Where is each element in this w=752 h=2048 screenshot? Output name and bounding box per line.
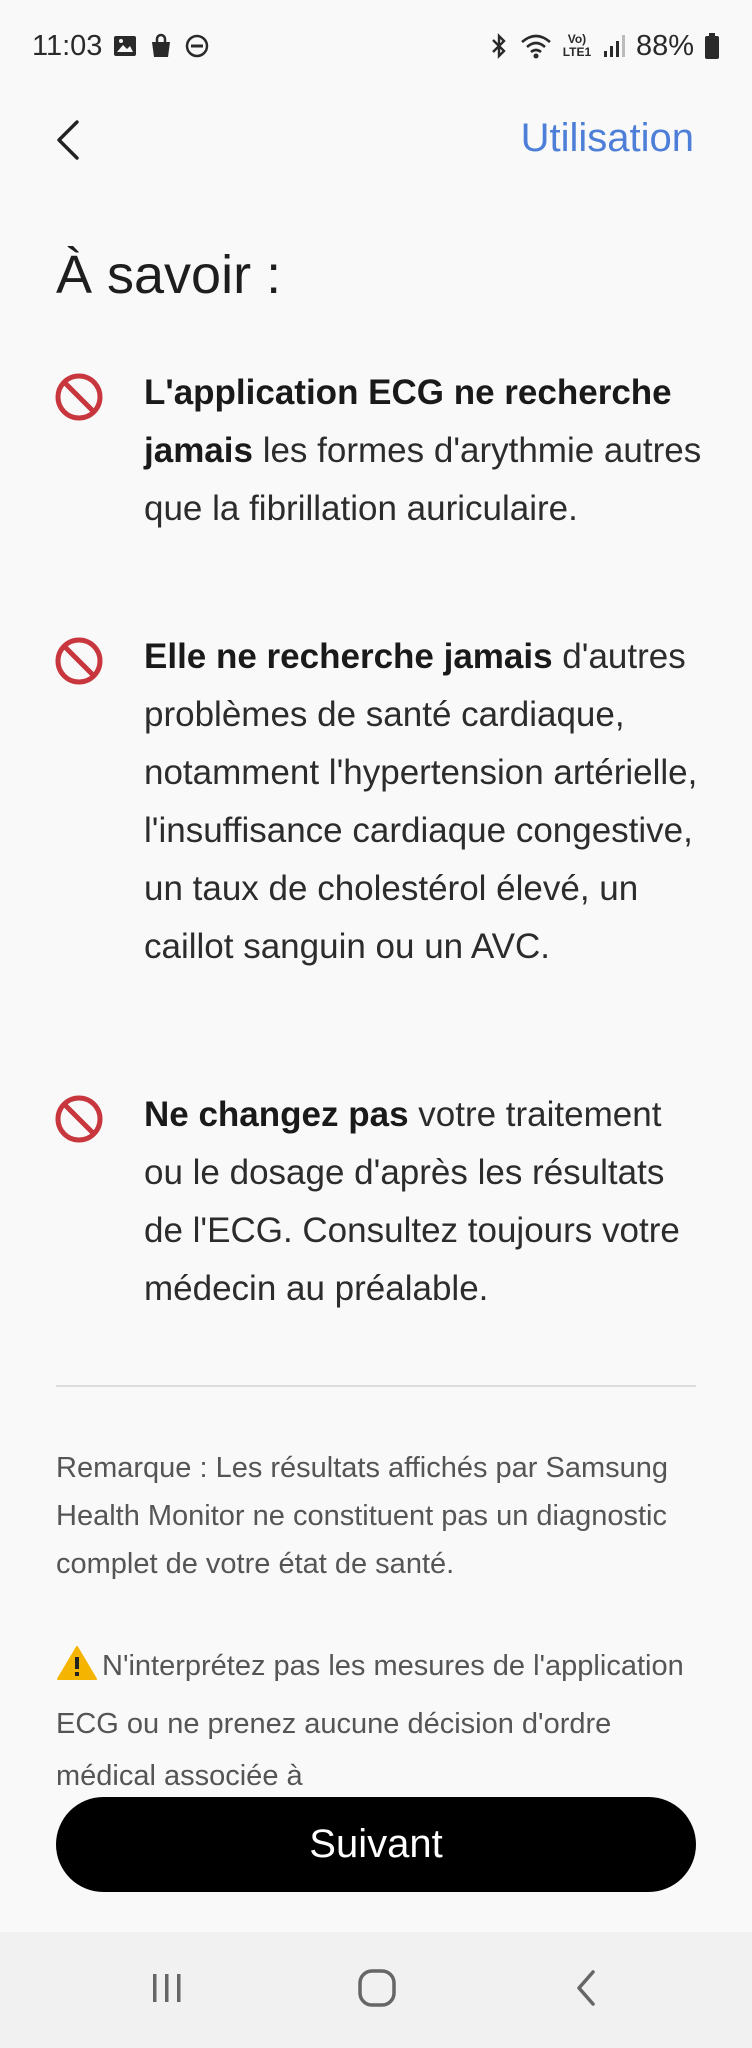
warning-rest: les formes d'arythmie autres que la fibrillation auriculaire. <box>144 431 702 528</box>
status-left <box>32 30 210 63</box>
volte-icon <box>562 33 592 59</box>
caution-block <box>56 1640 706 1792</box>
system-navbar <box>0 1932 752 2048</box>
chevron-left-icon <box>53 118 83 167</box>
warning-rest: d'autres problèmes de santé cardiaque, notamment l'hypertension artérielle, l'insuffisance cardiaque congestive, un taux de cholestérol élevé, un caillot sanguin ou un AVC. <box>144 637 698 966</box>
battery-percent: 88% <box>635 29 694 62</box>
bluetooth-icon <box>488 32 510 60</box>
home-button[interactable] <box>347 1960 407 2020</box>
back-button[interactable] <box>40 114 96 170</box>
status-right <box>488 30 720 63</box>
battery-icon <box>704 32 720 60</box>
volte-label: Vo) LTE1 <box>562 32 592 59</box>
note-text: Remarque : Les résultats affichés par Samsung Health Monitor ne constituent pas un diagnostic complet de votre état de santé. <box>56 1452 669 1580</box>
recents-button[interactable] <box>137 1960 197 2020</box>
back-icon <box>571 1968 601 2013</box>
status-bar <box>0 0 752 92</box>
status-time: 11:03 <box>32 29 103 62</box>
system-back-button[interactable] <box>556 1960 616 2020</box>
signal-icon <box>602 33 626 59</box>
caution-paragraph <box>56 1640 706 1802</box>
warning-bold: Ne changez pas <box>144 1095 409 1134</box>
warning-text <box>144 1086 704 1318</box>
caution-text: N'interprétez pas les mesures de l'application ECG ou ne prenez aucune décision d'ordre médical associée à <box>56 1650 684 1792</box>
dnd-icon <box>184 33 210 59</box>
recents-icon <box>147 1968 187 2013</box>
prohibited-icon <box>54 636 104 686</box>
warning-rest: votre traitement ou le dosage d'après les résultats de l'ECG. Consultez toujours votre médecin au préalable. <box>144 1095 680 1308</box>
home-icon <box>355 1966 399 2015</box>
usage-link[interactable]: Utilisation <box>520 116 694 160</box>
app-header <box>0 100 752 184</box>
page-title: À savoir : <box>56 245 282 305</box>
next-button[interactable]: Suivant <box>56 1797 696 1892</box>
divider <box>56 1385 696 1387</box>
bag-icon <box>148 33 174 59</box>
image-icon <box>112 33 138 59</box>
warning-bold: L'application ECG ne recherche jamais <box>144 373 672 470</box>
prohibited-icon <box>54 1094 104 1144</box>
wifi-icon <box>520 32 552 60</box>
warning-text <box>144 628 704 976</box>
warning-triangle-icon <box>56 1645 98 1698</box>
prohibited-icon <box>54 372 104 422</box>
warning-text <box>144 364 704 538</box>
warning-bold: Elle ne recherche jamais <box>144 637 553 676</box>
